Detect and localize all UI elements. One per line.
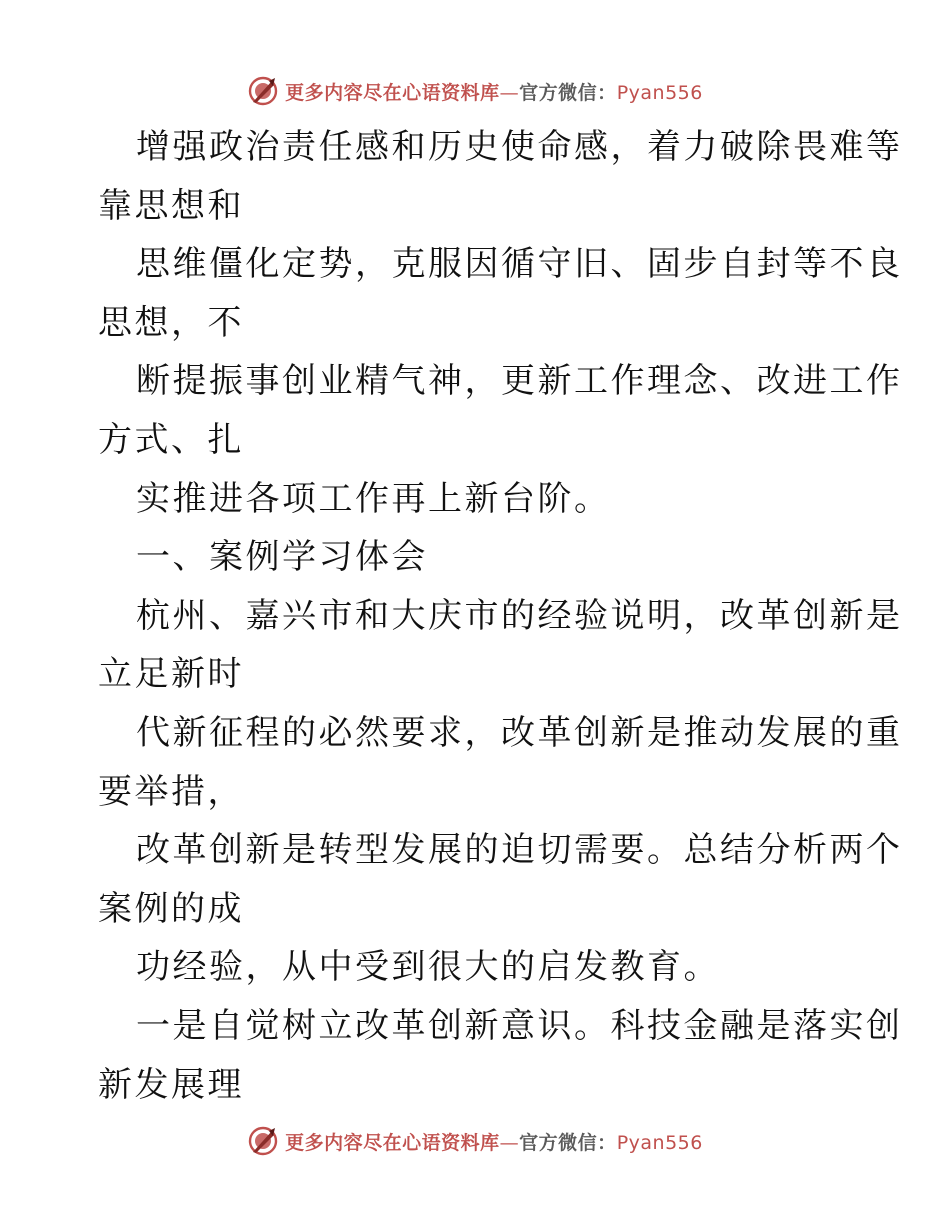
watermark-dash: — (499, 81, 520, 104)
watermark-wechat-id: Pyan556 (616, 81, 703, 104)
text-line: 靠思想和 (98, 185, 244, 226)
text-line: 新发展理 (98, 1064, 244, 1105)
section-heading: 一、案例学习体会 (136, 537, 428, 578)
watermark-sub: 官方微信： (519, 81, 617, 104)
quill-logo-icon (247, 75, 279, 107)
quill-logo-icon (247, 1125, 279, 1157)
footer-watermark (0, 1121, 950, 1161)
text-line: 要举措， (98, 771, 244, 812)
watermark-wechat-id: Pyan556 (616, 1131, 703, 1154)
text-line: 断提振事创业精气神，更新工作理念、改进工作 (136, 361, 903, 402)
watermark-text (285, 1128, 703, 1155)
text-line: 一是自觉树立改革创新意识。科技金融是落实创 (136, 1005, 903, 1046)
text-line: 实推进各项工作再上新台阶。 (136, 478, 611, 519)
text-line: 思维僵化定势，克服因循守旧、固步自封等不良 (136, 244, 903, 285)
text-line: 功经验，从中受到很大的启发教育。 (136, 947, 720, 988)
watermark-main: 更多内容尽在心语资料库 (285, 81, 500, 104)
text-line: 杭州、嘉兴市和大庆市的经验说明，改革创新是 (136, 595, 903, 636)
text-line: 方式、扎 (98, 419, 244, 460)
text-line: 代新征程的必然要求，改革创新是推动发展的重 (136, 712, 903, 753)
text-line: 思想，不 (98, 302, 244, 343)
watermark-main: 更多内容尽在心语资料库 (285, 1131, 500, 1154)
text-line: 立足新时 (98, 654, 244, 695)
watermark-dash: — (499, 1131, 520, 1154)
document-body (98, 118, 903, 1114)
text-line: 案例的成 (98, 888, 244, 929)
header-watermark (0, 71, 950, 111)
text-line: 改革创新是转型发展的迫切需要。总结分析两个 (136, 830, 903, 871)
text-line: 增强政治责任感和历史使命感，着力破除畏难等 (136, 127, 903, 167)
watermark-sub: 官方微信： (519, 1131, 617, 1154)
watermark-text (285, 78, 703, 105)
